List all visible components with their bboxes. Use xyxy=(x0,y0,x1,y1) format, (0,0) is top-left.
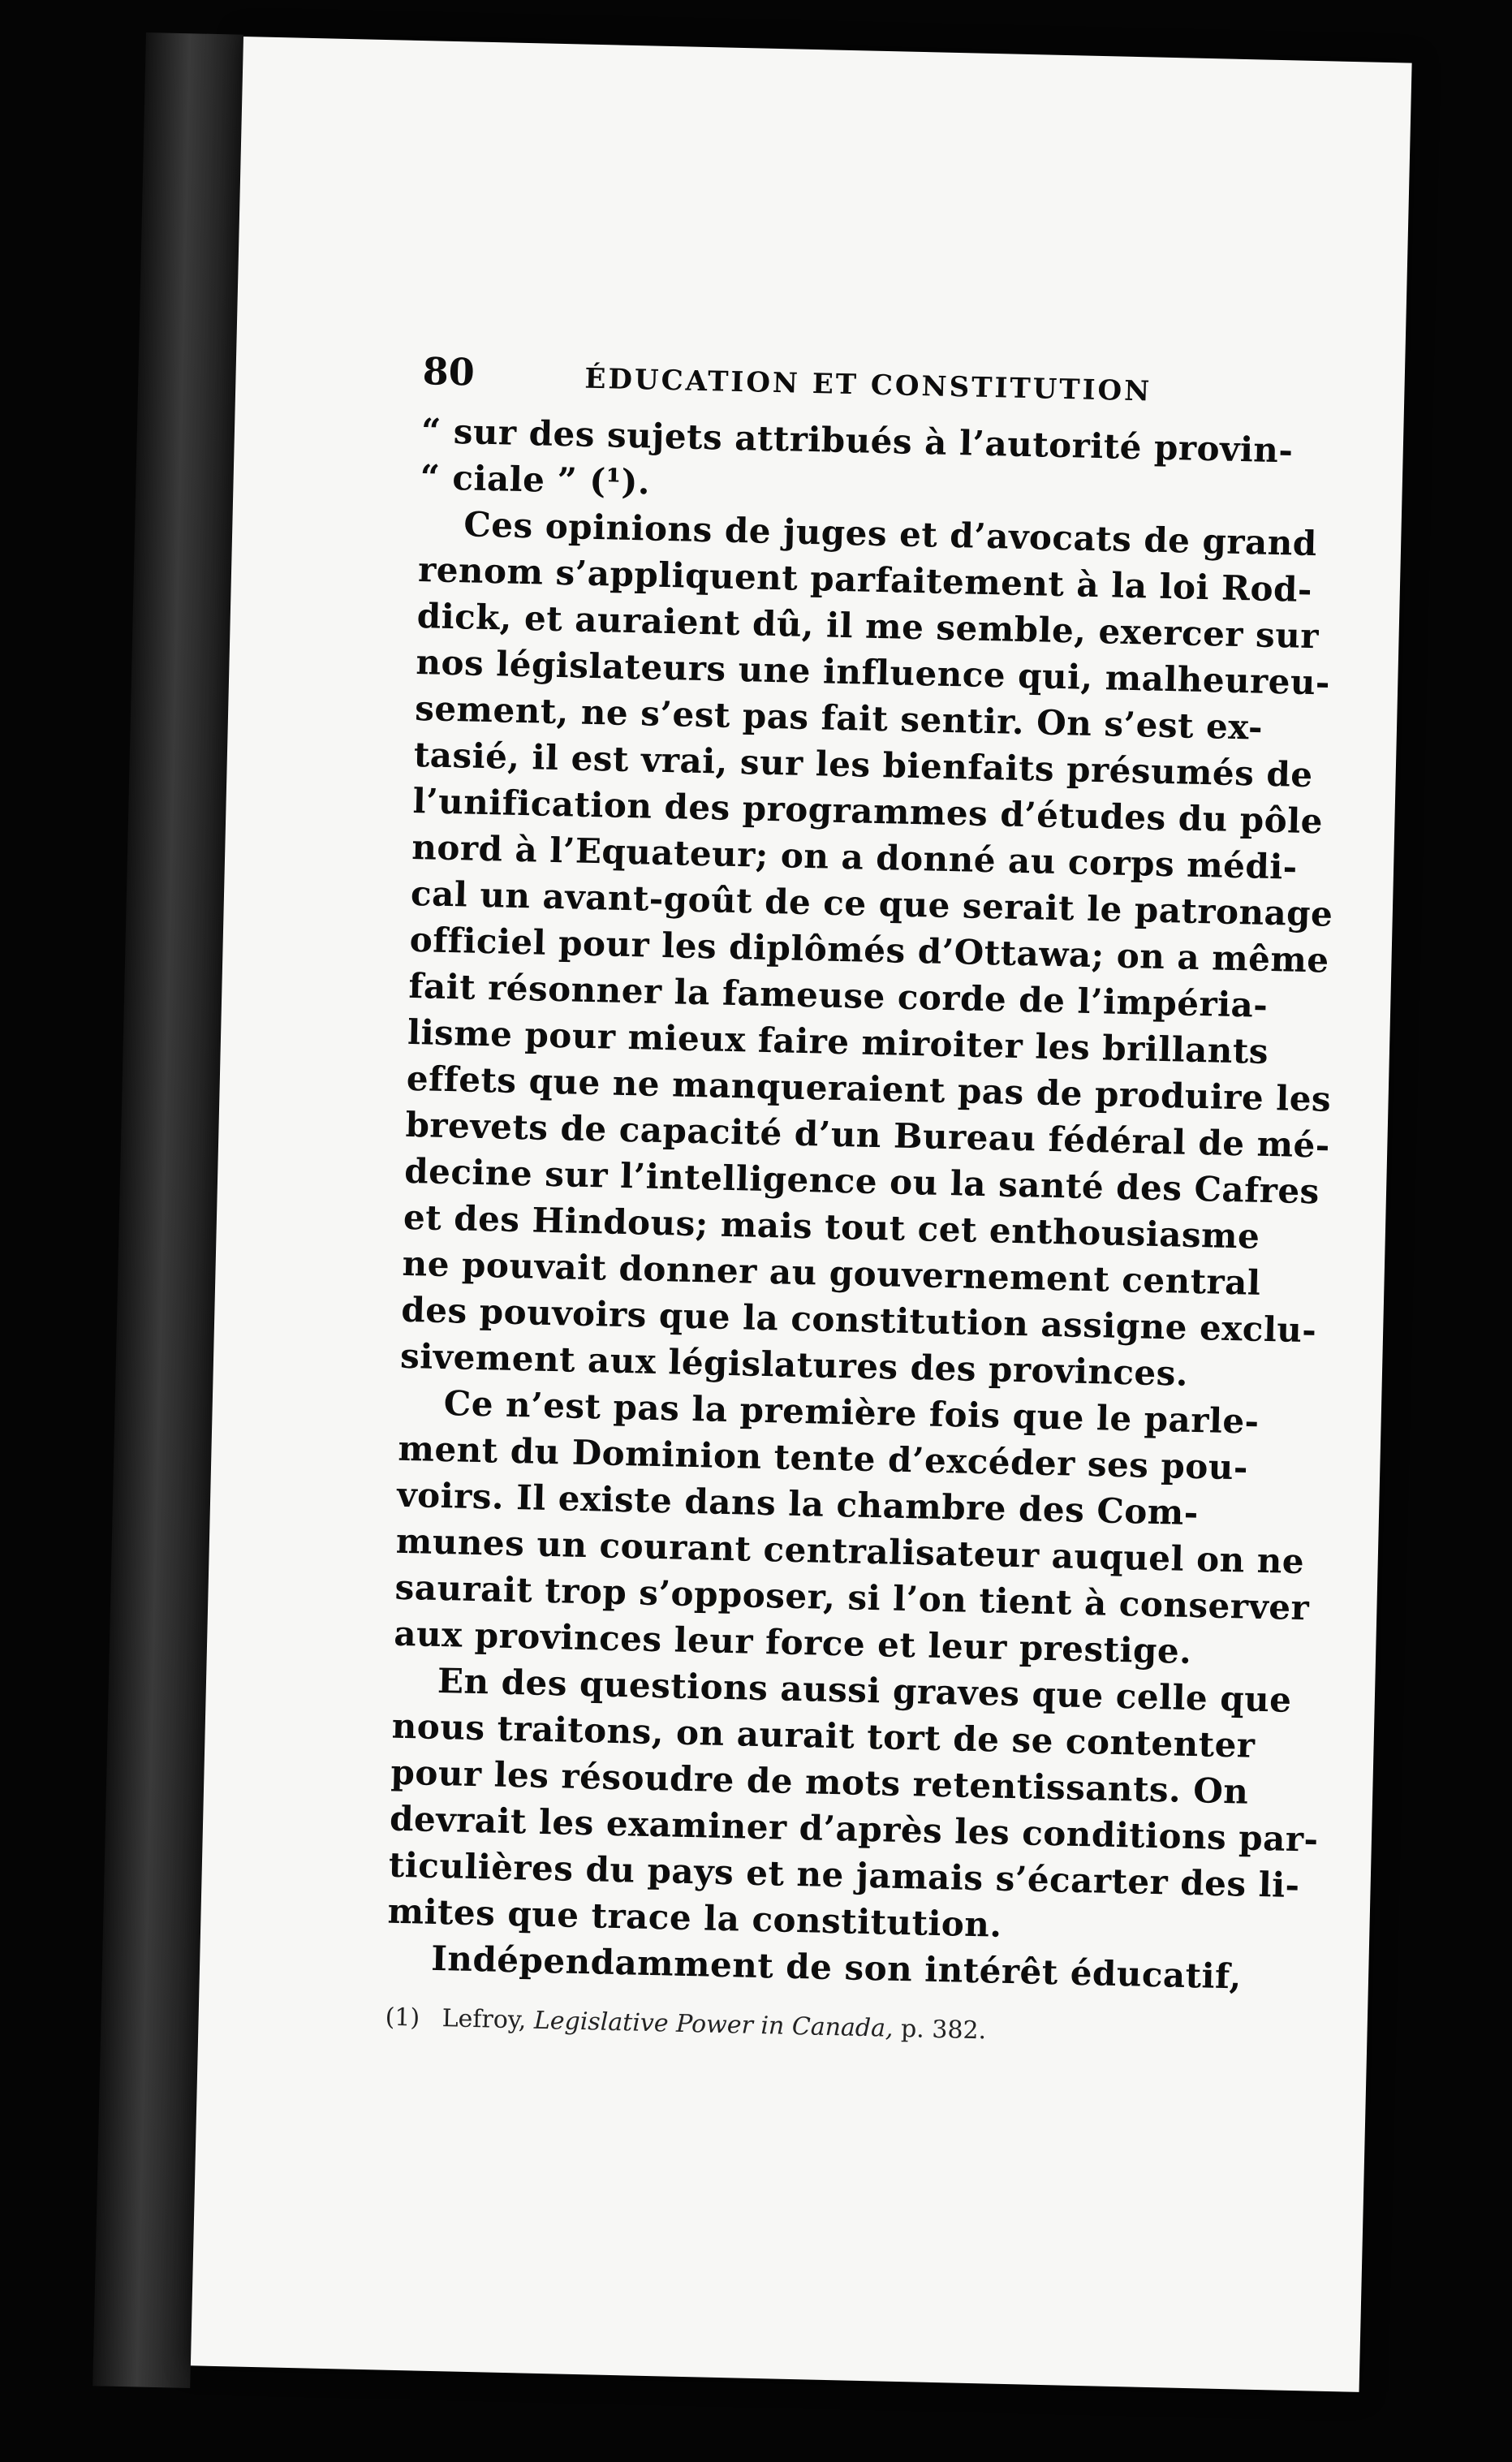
text-line: saurait trop s’opposer, si l’on tient à conserver xyxy=(394,1567,1310,1628)
footnote-marker: (1) xyxy=(385,2003,420,2033)
footnote-source: Legislative Power in Canada, xyxy=(533,2006,894,2043)
text-line: munes un courant centralisateur auquel on ne xyxy=(395,1520,1305,1582)
text-line: aux provinces leur force et leur prestige. xyxy=(393,1613,1192,1672)
text-line: Ces opinions de juges et d’avocats de grand xyxy=(463,504,1318,564)
footnote-author: Lefroy, xyxy=(442,2004,527,2035)
text-line: En des questions aussi graves que celle que xyxy=(437,1660,1293,1720)
text-line: cal un avant-goût de ce que serait le patronage xyxy=(410,873,1333,934)
text-line: dick, et auraient dû, il me semble, exercer sur xyxy=(416,596,1320,657)
running-head xyxy=(422,349,1307,413)
book-page xyxy=(191,37,1412,2392)
text-line: nous traitons, on aurait tort de se contenter xyxy=(391,1705,1256,1766)
text-line: Indépendamment de son intérêt éducatif, xyxy=(430,1938,1243,1997)
text-line: ment du Dominion tente d’excéder ses pou- xyxy=(398,1428,1249,1488)
text-line: devrait les examiner d’après les conditions par- xyxy=(389,1798,1320,1860)
text-line: lisme pour mieux faire miroiter les brillants xyxy=(407,1011,1269,1071)
text-line: ne pouvait donner au gouvernement central xyxy=(402,1243,1261,1303)
text-line: et des Hindous; mais tout cet enthousiasme xyxy=(403,1197,1260,1257)
footnote-page: p. 382. xyxy=(900,2015,987,2046)
page-number: 80 xyxy=(422,349,476,395)
text-line: effets que ne manqueraient pas de produire les xyxy=(406,1058,1332,1119)
text-line: “ sur des sujets attribués à l’autorité provin- xyxy=(420,411,1294,471)
text-line: voirs. Il existe dans la chambre des Com- xyxy=(396,1474,1200,1533)
text-line: officiel pour les diplômés d’Ottawa; on a même xyxy=(409,919,1330,981)
page-content xyxy=(385,349,1333,2051)
text-line: pour les résoudre de mots retentissants. On xyxy=(390,1752,1249,1812)
text-line: renom s’appliquent parfaitement à la loi Rod- xyxy=(417,550,1313,610)
running-head-title: ÉDUCATION ET CONSTITUTION xyxy=(584,362,1152,408)
text-line: tasié, il est vrai, sur les bienfaits présumés de xyxy=(413,734,1314,796)
text-line: brevets de capacité d’un Bureau fédéral de mé- xyxy=(405,1104,1331,1166)
footnote xyxy=(385,2003,1270,2052)
text-line: Ce n’est pas la première fois que le parle- xyxy=(443,1383,1260,1442)
text-line: “ ciale ” (¹). xyxy=(420,457,651,502)
body-text xyxy=(386,407,1333,2000)
text-line: sivement aux législatures des provinces. xyxy=(399,1335,1189,1394)
text-line: des pouvoirs que la constitution assigne exclu- xyxy=(400,1289,1317,1351)
text-line: sement, ne s’est pas fait sentir. On s’est ex- xyxy=(414,688,1264,748)
text-line: ticulières du pays et ne jamais s’écarter des li- xyxy=(388,1844,1301,1906)
text-line: fait résonner la fameuse corde de l’impéria- xyxy=(407,965,1269,1025)
text-line: decine sur l’intelligence ou la santé des Cafres xyxy=(403,1150,1320,1212)
text-line: mites que trace la constitution. xyxy=(387,1891,1003,1945)
text-line: nos législateurs une influence qui, malheureu- xyxy=(416,642,1331,703)
text-line: l’unification des programmes d’études du pôle xyxy=(412,780,1324,842)
text-line: nord à l’Equateur; on a donné au corps médi- xyxy=(411,826,1299,887)
